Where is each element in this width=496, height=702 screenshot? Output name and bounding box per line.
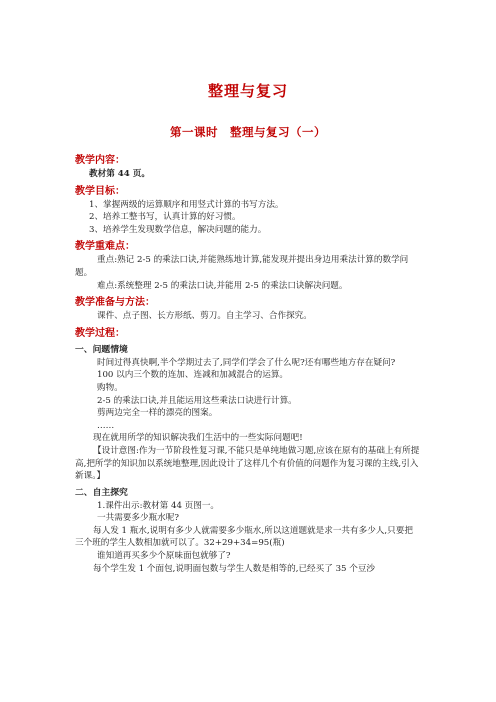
list-item: 2-5 的乘法口诀,并且能运用这些乘法口诀进行计算。 <box>97 395 297 406</box>
part2-paragraph: 每人发 1 瓶水,说明有多少人就需要多少瓶水,所以这道题就是求一共有多少人,只要把三个班的学生人数相加就可以了。32+29+34=95(瓶) <box>75 525 413 549</box>
part1-outro: 现在就用所学的知识解决我们生活中的一些实际问题吧! <box>93 433 303 444</box>
part1-intro: 时间过得真快啊,半个学期过去了,同学们学会了什么呢?还有哪些地方存在疑问? <box>97 357 396 368</box>
part2-paragraph: 每个学生发 1 个面包,说明面包数与学生人数是相等的,已经买了 35 个豆沙 <box>93 563 376 574</box>
content-text: 教材第 44 页。 <box>89 169 150 179</box>
difficult-point: 难点:系统整理 2-5 的乘法口诀,并能用 2-5 的乘法口诀解决问题。 <box>97 280 348 291</box>
list-item: …… <box>97 420 115 431</box>
heading-process: 教学过程： <box>75 327 125 339</box>
page-title: 整理与复习 <box>207 82 288 100</box>
heading-preparation: 教学准备与方法： <box>75 297 155 309</box>
preparation-text: 课件、点子图、长方形纸、剪刀。自主学习、合作探究。 <box>97 311 312 322</box>
part1-heading: 一、问题情境 <box>75 344 128 355</box>
heading-content: 教学内容： <box>75 155 125 166</box>
part2-heading: 二、自主探究 <box>75 487 128 498</box>
design-intent: 【设计意图:作为一节阶段性复习课,不能只是单纯地做习题,应该在原有的基础上有所提高,把所学的知识加以系统地整理,因此设计了这样几个有价值的问题作为复习课的主线,引入新课。】 <box>75 445 420 482</box>
key-point: 重点:熟记 2-5 的乘法口诀,并能熟练地计算,能发现并提出身边用乘法计算的数学问题。 <box>75 255 409 278</box>
part2-line: 一共需要多少瓶水呢? <box>97 513 179 524</box>
part2-line: 谁知道再买多少个原味面包就够了? <box>97 551 231 562</box>
part2-line: 1.课件出示:教材第 44 页图一。 <box>97 500 220 511</box>
goal-item: 2、培养工整书写，认真计算的好习惯。 <box>89 212 241 223</box>
heading-key-points: 教学重难点： <box>75 241 135 253</box>
list-item: 100 以内三个数的连加、连减和加减混合的运算。 <box>97 370 289 381</box>
list-item: 剪两边完全一样的漂亮的图案。 <box>97 408 218 419</box>
goal-item: 1、掌握两级的运算顺序和用竖式计算的书写方法。 <box>89 199 284 210</box>
goal-item: 3、培养学生发现数学信息，解决问题的能力。 <box>89 224 267 235</box>
heading-goals: 教学目标： <box>75 185 125 197</box>
list-item: 购物。 <box>97 382 123 393</box>
document-body <box>75 152 420 575</box>
lesson-subtitle: 第一课时 整理与复习（一） <box>170 125 326 139</box>
